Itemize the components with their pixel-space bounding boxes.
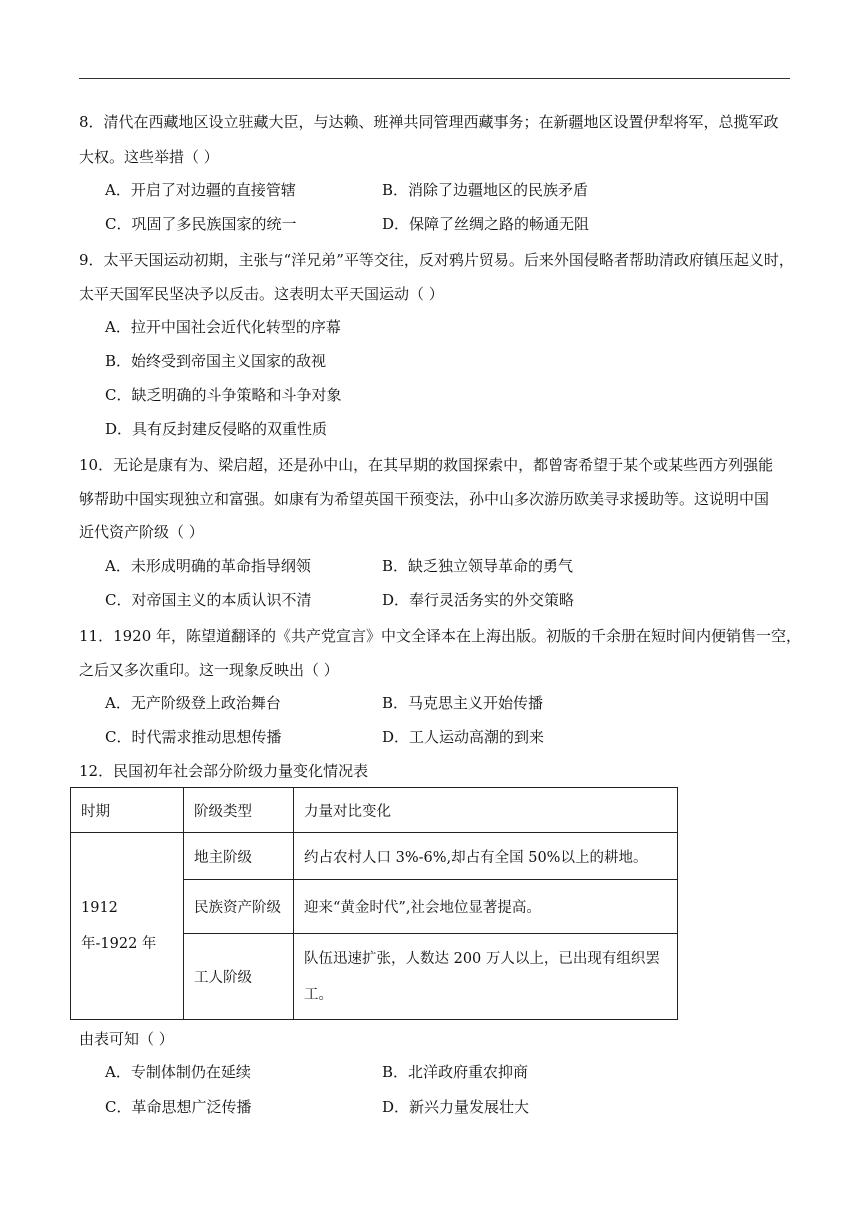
q12-option-a[interactable]: A．专制体制仍在延续 [105, 1063, 251, 1081]
class-cell: 工人阶级 [184, 934, 294, 1020]
q11-option-c[interactable]: C．时代需求推动思想传播 [105, 728, 282, 746]
q9-option-d[interactable]: D．具有反封建反侵略的双重性质 [105, 420, 328, 438]
q9-option-c[interactable]: C．缺乏明确的斗争策略和斗争对象 [105, 386, 342, 404]
header-class: 阶级类型 [184, 788, 294, 833]
q8-option-b[interactable]: B．消除了边疆地区的民族矛盾 [382, 181, 589, 199]
q8-option-c[interactable]: C．巩固了多民族国家的统一 [105, 215, 297, 233]
header-change: 力量对比变化 [294, 788, 678, 833]
q12-title: 12．民国初年社会部分阶级力量变化情况表 [79, 762, 369, 780]
period-cell: 1912 年-1922 年 [71, 833, 184, 1020]
q8-stem-line1: 8．清代在西藏地区设立驻藏大臣，与达赖、班禅共同管理西藏事务；在新疆地区设置伊犁将军，总揽军政 [79, 113, 779, 131]
q11-option-d[interactable]: D．工人运动高潮的到来 [382, 728, 545, 746]
q10-stem-line3: 近代资产阶级（ ） [79, 523, 204, 541]
class-strength-table [70, 787, 678, 1020]
class-cell: 民族资产阶级 [184, 880, 294, 934]
q10-option-c[interactable]: C．对帝国主义的本质认识不清 [105, 591, 312, 609]
q12-option-c[interactable]: C．革命思想广泛传播 [105, 1098, 252, 1116]
q8-stem-line2: 大权。这些举措（ ） [79, 148, 219, 166]
table-header-row [71, 788, 678, 833]
q12-option-b[interactable]: B．北洋政府重农抑商 [382, 1063, 529, 1081]
q10-option-d[interactable]: D．奉行灵活务实的外交策略 [382, 591, 575, 609]
class-cell: 地主阶级 [184, 833, 294, 880]
q11-stem-line2: 之后又多次重印。这一现象反映出（ ） [79, 661, 339, 679]
q10-stem-line2: 够帮助中国实现独立和富强。如康有为希望英国干预变法，孙中山多次游历欧美寻求援助等。这说明中国 [79, 490, 770, 508]
q9-option-b[interactable]: B．始终受到帝国主义国家的敌视 [105, 352, 327, 370]
q9-stem-line1: 9．太平天国运动初期，主张与“洋兄弟”平等交往，反对鸦片贸易。后来外国侵略者帮助清政府镇压起义时， [79, 251, 794, 269]
q11-stem-line1: 11．1920 年，陈望道翻译的《共产党宣言》中文全译本在上海出版。初版的千余册在短时间内便销售一空， [79, 627, 802, 645]
q10-stem-line1: 10．无论是康有为、梁启超，还是孙中山，在其早期的救国探索中，都曾寄希望于某个或某些西方列强能 [79, 456, 774, 474]
header-rule [79, 78, 790, 79]
q12-stem: 由表可知（ ） [79, 1030, 174, 1048]
header-period: 时期 [71, 788, 184, 833]
q10-option-b[interactable]: B．缺乏独立领导革命的勇气 [382, 557, 574, 575]
q11-option-a[interactable]: A．无产阶级登上政治舞台 [105, 694, 281, 712]
q8-option-a[interactable]: A．开启了对边疆的直接管辖 [105, 181, 296, 199]
q8-option-d[interactable]: D．保障了丝绸之路的畅通无阻 [382, 215, 590, 233]
change-cell: 迎来“黄金时代”,社会地位显著提高。 [294, 880, 678, 934]
q10-option-a[interactable]: A．未形成明确的革命指导纲领 [105, 557, 311, 575]
q9-stem-line2: 太平天国军民坚决予以反击。这表明太平天国运动（ ） [79, 285, 444, 303]
q9-option-a[interactable]: A．拉开中国社会近代化转型的序幕 [105, 318, 341, 336]
q11-option-b[interactable]: B．马克思主义开始传播 [382, 694, 544, 712]
q12-option-d[interactable]: D．新兴力量发展壮大 [382, 1098, 530, 1116]
change-cell: 约占农村人口 3%-6%,却占有全国 50%以上的耕地。 [294, 833, 678, 880]
change-cell: 队伍迅速扩张，人数达 200 万人以上，已出现有组织罢工。 [294, 934, 678, 1020]
table-row [71, 833, 678, 880]
